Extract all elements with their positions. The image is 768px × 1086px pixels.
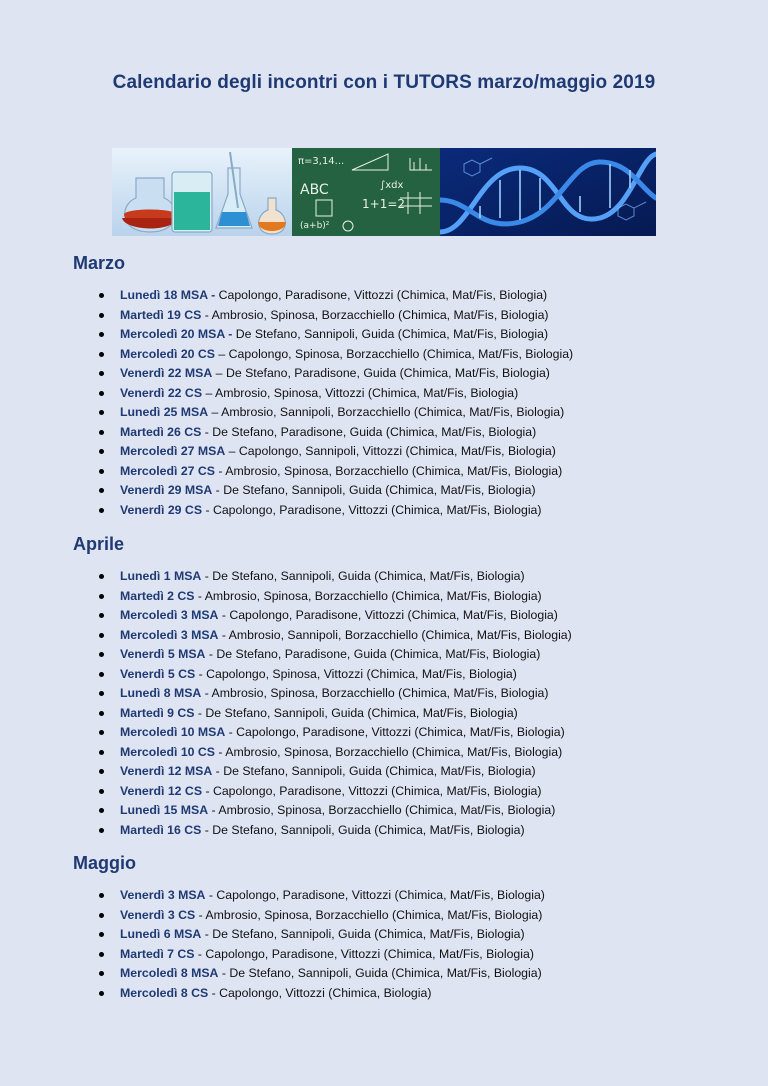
entry-details: - Ambrosio, Spinosa, Borzacchiello (Chimica, Mat/Fis, Biologia) bbox=[201, 686, 549, 700]
entry-details: Capolongo, Paradisone, Vittozzi (Chimica, Mat/Fis, Biologia) bbox=[215, 288, 548, 302]
bullet-icon bbox=[99, 750, 104, 755]
section-heading-aprile: Aprile bbox=[73, 534, 125, 554]
list-item bbox=[96, 762, 572, 782]
entry-details: - De Stefano, Sannipoli, Guida (Chimica, Mat/Fis, Biologia) bbox=[201, 927, 525, 941]
entry-day: Lunedì 8 MSA bbox=[120, 686, 202, 700]
entry-day: Martedì 7 CS bbox=[120, 946, 195, 961]
bullet-icon bbox=[99, 352, 104, 357]
bullet-icon bbox=[99, 711, 104, 716]
entry-day: Mercoledì 27 MSA bbox=[120, 444, 226, 458]
bullet-icon bbox=[99, 449, 104, 454]
entry-details: – De Stefano, Paradisone, Guida (Chimica, Mat/Fis, Biologia) bbox=[212, 366, 550, 380]
bullet-icon bbox=[99, 391, 104, 396]
entry-details: - De Stefano, Paradisone, Guida (Chimica, Mat/Fis, Biologia) bbox=[205, 647, 541, 661]
entry-details: - Capolongo, Paradisone, Vittozzi (Chimica, Mat/Fis, Biologia) bbox=[218, 608, 558, 622]
entry-day: Lunedì 25 MSA bbox=[120, 405, 209, 419]
entry-details: - De Stefano, Paradisone, Guida (Chimica, Mat/Fis, Biologia) bbox=[201, 424, 537, 439]
chalk-integral: ∫xdx bbox=[380, 180, 404, 191]
entry-day: Mercoledì 3 MSA bbox=[120, 608, 219, 622]
entry-day: Mercoledì 10 CS bbox=[120, 744, 215, 759]
entry-day: Lunedì 18 MSA - bbox=[120, 288, 216, 302]
list-item bbox=[96, 306, 573, 326]
list-item bbox=[96, 481, 573, 501]
entry-details: - Capolongo, Vittozzi (Chimica, Biologia) bbox=[208, 985, 432, 1000]
list-item bbox=[96, 403, 573, 423]
entry-day: Venerdì 29 MSA bbox=[120, 483, 213, 497]
list-item bbox=[96, 364, 573, 384]
chalk-pi: π=3,14... bbox=[298, 156, 345, 167]
bullet-icon bbox=[99, 808, 104, 813]
bullet-icon bbox=[99, 952, 104, 957]
bullet-icon bbox=[99, 613, 104, 618]
entry-day: Venerdì 5 CS bbox=[120, 666, 196, 681]
entry-day: Mercoledì 27 CS bbox=[120, 463, 215, 478]
bullet-icon bbox=[99, 828, 104, 833]
entry-day: Lunedì 6 MSA bbox=[120, 927, 202, 941]
bullet-icon bbox=[99, 410, 104, 415]
entry-details: - De Stefano, Sannipoli, Guida (Chimica, Mat/Fis, Biologia) bbox=[212, 764, 536, 778]
bullet-icon bbox=[99, 313, 104, 318]
bullet-icon bbox=[99, 893, 104, 898]
list-item bbox=[96, 325, 573, 345]
list-item bbox=[96, 984, 545, 1004]
entry-details: – Capolongo, Spinosa, Borzacchiello (Chimica, Mat/Fis, Biologia) bbox=[215, 346, 574, 361]
entry-details: – Ambrosio, Spinosa, Vittozzi (Chimica, Mat/Fis, Biologia) bbox=[202, 385, 519, 400]
list-item bbox=[96, 606, 572, 626]
list-item bbox=[96, 723, 572, 743]
entry-day: Martedì 26 CS bbox=[120, 424, 202, 439]
entry-day: Mercoledì 20 CS bbox=[120, 346, 215, 361]
entry-day: Mercoledì 8 CS bbox=[120, 985, 209, 1000]
list-item bbox=[96, 925, 545, 945]
bullet-icon bbox=[99, 769, 104, 774]
entry-day: Venerdì 22 MSA bbox=[120, 366, 213, 380]
bullet-icon bbox=[99, 789, 104, 794]
entry-day: Venerdì 22 CS bbox=[120, 385, 203, 400]
entry-details: – Ambrosio, Sannipoli, Borzacchiello (Chimica, Mat/Fis, Biologia) bbox=[208, 405, 565, 419]
entry-details: - Capolongo, Paradisone, Vittozzi (Chimica, Mat/Fis, Biologia) bbox=[225, 725, 565, 739]
entry-day: Venerdì 3 CS bbox=[120, 907, 196, 922]
list-item bbox=[96, 684, 572, 704]
list-item bbox=[96, 587, 572, 607]
entry-details: - De Stefano, Sannipoli, Guida (Chimica, Mat/Fis, Biologia) bbox=[212, 483, 536, 497]
entry-day: Lunedì 15 MSA bbox=[120, 803, 209, 817]
chalk-sum: 1+1=2 bbox=[362, 197, 406, 211]
bullet-icon bbox=[99, 971, 104, 976]
entry-day: Mercoledì 20 MSA - bbox=[120, 327, 233, 341]
list-item bbox=[96, 782, 572, 802]
entry-day: Martedì 2 CS bbox=[120, 588, 195, 603]
dna-helix-icon bbox=[440, 148, 656, 236]
list-item bbox=[96, 345, 573, 365]
entry-day: Mercoledì 8 MSA bbox=[120, 966, 219, 980]
bullet-icon bbox=[99, 293, 104, 298]
list-item bbox=[96, 704, 572, 724]
entry-details: - Ambrosio, Spinosa, Borzacchiello (Chimica, Mat/Fis, Biologia) bbox=[215, 744, 563, 759]
entry-details: - Capolongo, Paradisone, Vittozzi (Chimica, Mat/Fis, Biologia) bbox=[194, 946, 534, 961]
list-item bbox=[96, 626, 572, 646]
bullet-icon bbox=[99, 991, 104, 996]
entry-details: - De Stefano, Sannipoli, Guida (Chimica, Mat/Fis, Biologia) bbox=[218, 966, 542, 980]
entry-details: - Ambrosio, Spinosa, Borzacchiello (Chimica, Mat/Fis, Biologia) bbox=[194, 588, 542, 603]
entry-details: - Capolongo, Spinosa, Vittozzi (Chimica, Mat/Fis, Biologia) bbox=[195, 666, 517, 681]
entry-day: Martedì 9 CS bbox=[120, 705, 195, 720]
list-item bbox=[96, 886, 545, 906]
list-item bbox=[96, 462, 573, 482]
list-item bbox=[96, 423, 573, 443]
entry-details: - Ambrosio, Sannipoli, Borzacchiello (Chimica, Mat/Fis, Biologia) bbox=[218, 627, 572, 642]
entry-details: - Ambrosio, Spinosa, Borzacchiello (Chimica, Mat/Fis, Biologia) bbox=[215, 463, 563, 478]
entry-day: Venerdì 3 MSA bbox=[120, 888, 206, 902]
bullet-icon bbox=[99, 633, 104, 638]
entry-details: De Stefano, Sannipoli, Guida (Chimica, Mat/Fis, Biologia) bbox=[232, 327, 549, 341]
list-item bbox=[96, 801, 572, 821]
chalk-abc: ABC bbox=[300, 182, 329, 198]
entry-details: – Capolongo, Sannipoli, Vittozzi (Chimica, Mat/Fis, Biologia) bbox=[225, 444, 556, 458]
bullet-icon bbox=[99, 574, 104, 579]
list-item bbox=[96, 286, 573, 306]
list-item bbox=[96, 442, 573, 462]
entry-details: - Ambrosio, Spinosa, Borzacchiello (Chimica, Mat/Fis, Biologia) bbox=[201, 307, 549, 322]
entry-day: Venerdì 5 MSA bbox=[120, 647, 206, 661]
list-item bbox=[96, 945, 545, 965]
list-item bbox=[96, 906, 545, 926]
bullet-icon bbox=[99, 332, 104, 337]
bullet-icon bbox=[99, 508, 104, 513]
schedule-list-aprile bbox=[96, 567, 572, 840]
entry-day: Venerdì 12 MSA bbox=[120, 764, 213, 778]
bullet-icon bbox=[99, 691, 104, 696]
header-banner bbox=[112, 148, 656, 236]
list-item bbox=[96, 384, 573, 404]
entry-details: - De Stefano, Sannipoli, Guida (Chimica, Mat/Fis, Biologia) bbox=[201, 822, 525, 837]
list-item bbox=[96, 501, 573, 521]
bullet-icon bbox=[99, 594, 104, 599]
math-chalkboard-icon bbox=[292, 148, 440, 236]
chemistry-glassware-icon bbox=[112, 148, 292, 236]
list-item bbox=[96, 567, 572, 587]
entry-details: - Capolongo, Paradisone, Vittozzi (Chimica, Mat/Fis, Biologia) bbox=[202, 783, 542, 798]
entry-day: Mercoledì 10 MSA bbox=[120, 725, 226, 739]
bullet-icon bbox=[99, 672, 104, 677]
entry-details: - Ambrosio, Spinosa, Borzacchiello (Chimica, Mat/Fis, Biologia) bbox=[195, 907, 543, 922]
section-heading-maggio: Maggio bbox=[73, 853, 136, 873]
bullet-icon bbox=[99, 913, 104, 918]
entry-day: Martedì 19 CS bbox=[120, 307, 202, 322]
list-item bbox=[96, 743, 572, 763]
schedule-list-maggio bbox=[96, 886, 545, 1003]
entry-details: - De Stefano, Sannipoli, Guida (Chimica, Mat/Fis, Biologia) bbox=[201, 569, 525, 583]
bullet-icon bbox=[99, 730, 104, 735]
bullet-icon bbox=[99, 652, 104, 657]
entry-details: - Capolongo, Paradisone, Vittozzi (Chimica, Mat/Fis, Biologia) bbox=[205, 888, 545, 902]
list-item bbox=[96, 821, 572, 841]
bullet-icon bbox=[99, 469, 104, 474]
bullet-icon bbox=[99, 932, 104, 937]
schedule-list-marzo bbox=[96, 286, 573, 520]
entry-day: Venerdì 29 CS bbox=[120, 502, 203, 517]
entry-day: Mercoledì 3 MSA bbox=[120, 627, 219, 642]
bullet-icon bbox=[99, 371, 104, 376]
entry-day: Lunedì 1 MSA bbox=[120, 569, 202, 583]
bullet-icon bbox=[99, 488, 104, 493]
list-item bbox=[96, 645, 572, 665]
entry-day: Martedì 16 CS bbox=[120, 822, 202, 837]
entry-details: - De Stefano, Sannipoli, Guida (Chimica, Mat/Fis, Biologia) bbox=[194, 705, 518, 720]
chalk-square: (a+b)² bbox=[300, 221, 330, 231]
page-title: Calendario degli incontri con i TUTORS marzo/maggio 2019 bbox=[112, 72, 656, 93]
section-heading-marzo: Marzo bbox=[73, 253, 126, 273]
entry-day: Venerdì 12 CS bbox=[120, 783, 203, 798]
list-item bbox=[96, 665, 572, 685]
list-item bbox=[96, 964, 545, 984]
entry-details: - Ambrosio, Spinosa, Borzacchiello (Chimica, Mat/Fis, Biologia) bbox=[208, 803, 556, 817]
bullet-icon bbox=[99, 430, 104, 435]
entry-details: - Capolongo, Paradisone, Vittozzi (Chimica, Mat/Fis, Biologia) bbox=[202, 502, 542, 517]
